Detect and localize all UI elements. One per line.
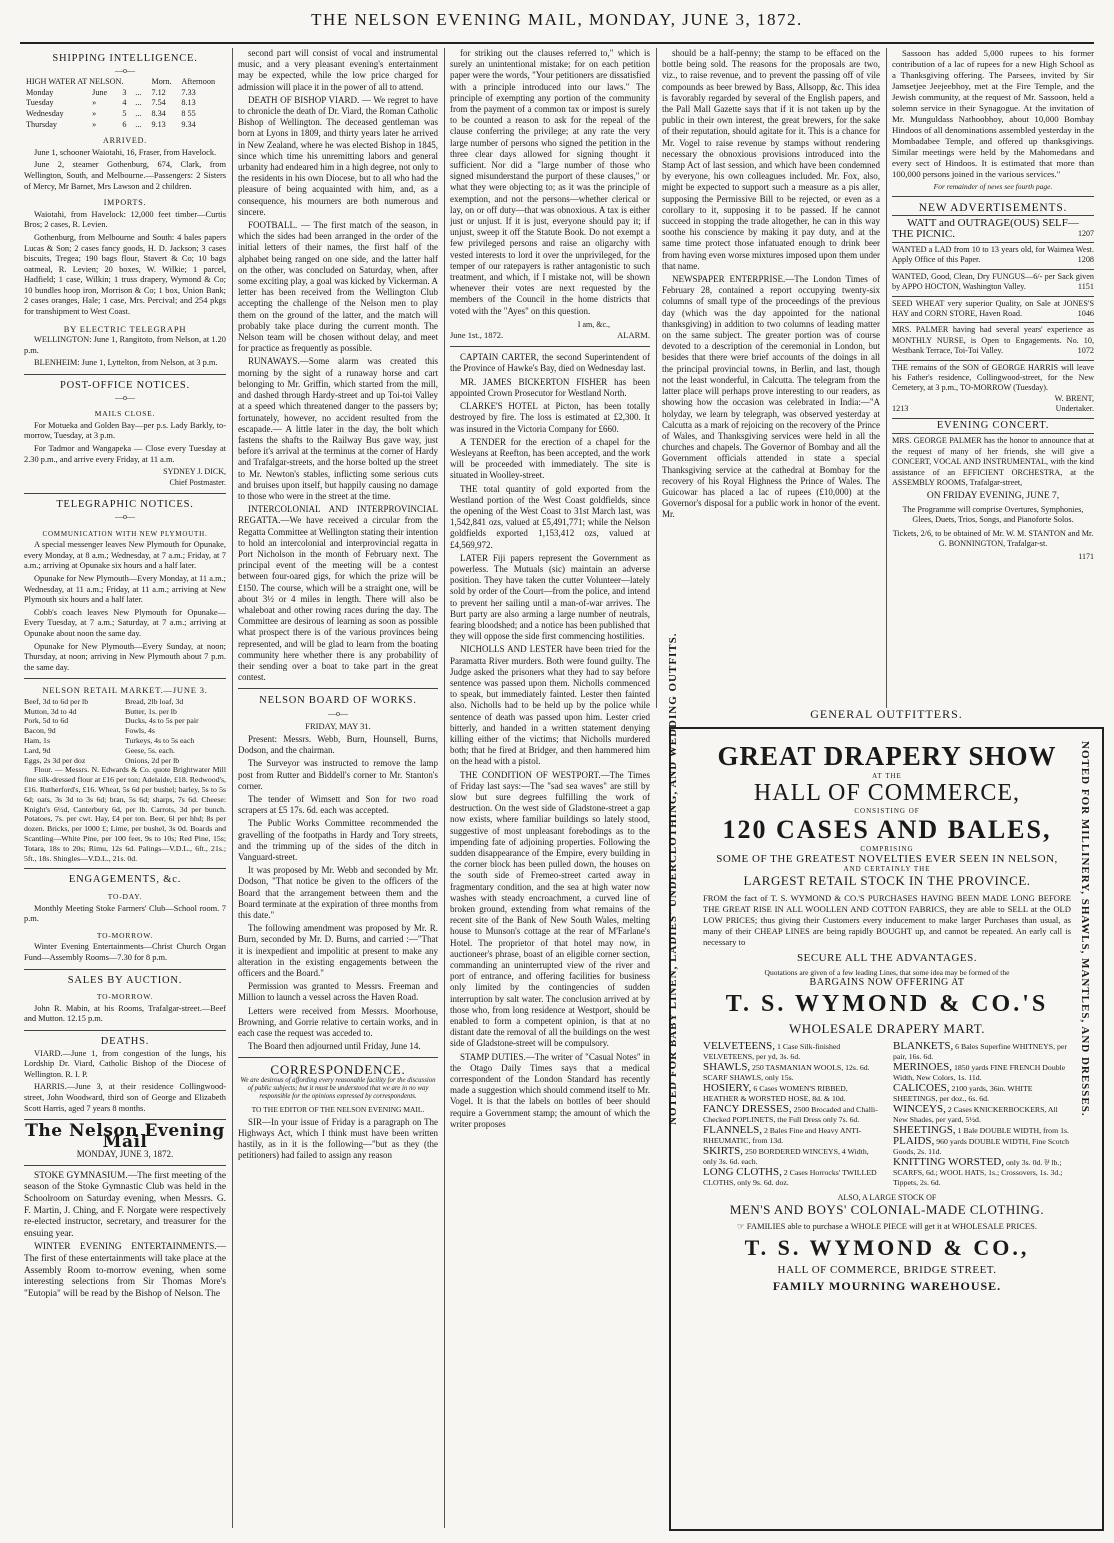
item-name: SKIRTS, <box>703 1145 743 1157</box>
telegraphic-entry: Opunake for New Plymouth—Every Sunday, at noon; Thursday, at noon; arriving in New Plymouth about 7 p.m. the same day. <box>24 641 226 672</box>
tide-cell: 7.33 <box>181 87 196 97</box>
board-item: The Surveyor was instructed to remove the lamp post from Rutter and Biddell's corner to Mr. Stanton's corner. <box>238 758 438 791</box>
market-text: Flour. — Messrs. N. Edwards & Co. quote Brightwater Mill fine silk-dressed flour at £16 per ton; Adelaide, £18. Redwood's, £16. Rutherford's, £16. Wheat, 5s 6d per bushel; barley, 5s to 5s 6d; oats, 3s 3d to 3s 6d; bran, 5s 6d; sharps, 7s 6d. Cheese: Knight's 6½d, Canterbury 6d, per lb. Carrots, 3d per bunch. Potatoes, 7s. per cwt. Hay, £4 per ton. Beer, 6l per hhd; 8s per dozen. Bricks, per 1000 £; Lime, per bushel, 3s 0d. Boards and Scantling—White Pine, per 100 feet, 9s to 10s; Red Pine, 15s; Totara, 18s to 20s; Rimu, 12s 6d. Palings—V.D.L., 6ft., 21s.; 5ft., 18s. Shingles—V.D.L., 21s. 0d. <box>24 765 226 863</box>
ad-bargains: BARGAINS NOW OFFERING AT <box>809 977 965 988</box>
ad-seed-wheat <box>892 299 1094 320</box>
side-text-right: NOTED FOR MILLINERY, SHAWLS, MANTLES, AND DRESSES. <box>1079 741 1091 1117</box>
article-newspaper-enterprise: NEWSPAPER ENTERPRISE.—The London Times of February 28, contained a report occupying twenty-six columns of small type of the proceedings of the previous day (which was the day appointed for the national thanksgiving) in addition to two columns of leading matter on the same subject. The greater portion was of course devoted to a description of the ceremonial in London, but besides that there were brief accounts of the doings in all the principal provincial towns, in Berlin, and last, though not the least wonderful, in Calcutta. The telegram from the latter place will perhaps prove interesting to our readers, as showing how the occasion was celebrated in India:—"A holyday, we learn by telegraph, was observed yesterday at Calcutta as a mark of rejoicing on the recovery of the Prince of Wales, and Thanksgiving services were held in all the churches and chapels. The Governor of Bombay and all the Government officials attended in state a special Thanksgiving service at the cathedral at Bombay for the recovery of his Royal Highness the Prince of Wales. The Guicowar has placed a lac of rupees (£10,000) at the Governor's disposal for a public work in honor of the event. Mr. <box>662 274 880 520</box>
section-rule <box>892 196 1094 197</box>
article-continued: Sassoon has added 5,000 rupees to his former contribution of a lac of rupees for a new High School as a Thanksgiving offering. The Parsees, invited by Sir Jamsetjee Jeejeebhoy, met at the Fire Temple, and the Jewish community, at the request of Mr. Sassoon, held a solemn service in their Synagogue. At the invitation of Mr. Munguldass Nathoobhoy, about 10,000 Bombay Hindoos of all denominations assembled yesterday in the Mombadabee Temple, and offered up thanksgivings. Similar meetings were held by the Mahomedans and every sect of Hindoos. It is estimated that more than 100,000 persons joined in the various services." <box>892 48 1094 179</box>
board-item: The Board then adjourned until Friday, June 14. <box>248 1041 421 1052</box>
ad-picnic <box>892 218 1094 239</box>
item-detail: 2 Cases Horrocks' TWILLED CLOTHS, only 9s. 6d. doz. <box>703 1168 877 1187</box>
market-prices <box>24 697 226 766</box>
article-clarkes-hotel: CLARKE'S HOTEL at Picton, has been totally destroyed by fire. The loss is estimated at £2,300. It was insured in the Victoria Company for £660. <box>450 401 650 434</box>
sales-entry: John R. Mabin, at his Rooms, Trafalgar-street.—Beef and Mutton. 12.15 p.m. <box>24 1003 226 1024</box>
item-name: FANCY DRESSES, <box>703 1103 792 1115</box>
price-item <box>703 1083 881 1104</box>
ad-number: 1151 <box>1077 282 1094 292</box>
to-editor: TO THE EDITOR OF THE NELSON EVENING MAIL. <box>251 1104 425 1114</box>
price-item <box>703 1062 881 1083</box>
article-fisher: MR. JAMES BICKERTON FISHER has been appointed Crown Prosecutor for Westland North. <box>450 376 650 398</box>
tide-cell: ... <box>135 98 142 108</box>
ad-footer-name: T. S. WYMOND & CO., <box>744 1235 1030 1260</box>
section-rule <box>892 433 1094 434</box>
concert-text: MRS. GEORGE PALMER has the honor to announce that at the request of many of her friends, she will give a CONCERT, VOCAL AND INSTRUMENTAL, with the kind assistance of an EFFICIENT ORCHESTRA, at the ASSEMBLY ROOMS, Trafalgar-street, <box>892 436 1094 487</box>
item-detail: 1 Bale DOUBLE WIDTH, from 1s. <box>957 1126 1069 1135</box>
sales-tomorrow-heading: TO-MORROW. <box>96 992 154 1002</box>
mail-entry: For Motueka and Golden Bay—per p.s. Lady Barkly, to-morrow, Tuesday, at 3 p.m. <box>24 420 226 441</box>
section-rule <box>450 346 650 347</box>
article-nicholls-lester: NICHOLLS AND LESTER have been tried for the Paramatta River murders. Both were found guilty. The Judge asked the prisoners what they had to say before sentence was passed upon them. Nicholls commenced to speak, but immediately fainted. Lester then fainted also. Nicholls had to be held up by the police while sentence of death was passed upon him. Lester cried bitterly, and handed in a written statement denying killing either of the victims; that Nicholls murdered both; that he fired at Bridger, and then hammered him on the head with a pistol. <box>450 644 650 767</box>
item-detail: 6 Cases WOMEN'S RIBBED, HEATHER & WORSTED HOSE, 8d. & 10d. <box>703 1084 848 1103</box>
ad-funeral <box>892 363 1094 415</box>
death-entry: VIARD.—June 1, from congestion of the lungs, his Lordship Dr. Viard, Catholic Bishop of the Diocese of Wellington. R. I. P. <box>24 1048 226 1079</box>
market-right <box>125 697 226 766</box>
ad-paragraph: FROM the fact of T. S. WYMOND & CO.'S PURCHASES HAVING BEEN MADE LONG BEFORE THE GREAT RISE IN ALL WOOLLEN AND COTTON FABRICS, they are able to SELL at the OLD LOW PRICES; thus giving their Customers every inducement to make larger Purchases than usual, as many of their CHEAP LINES are being rapidly BOUGHT up, and cannot be repeated. An early call is necessary to <box>703 893 1071 947</box>
death-entry: HARRIS.—June 3, at their residence Collingwood-street, John Woodward, third son of George and Elizabeth Scott Harris, aged 7 years 8 months. <box>24 1082 226 1113</box>
ad-number: 1207 <box>1078 228 1094 238</box>
section-rule <box>892 269 1094 270</box>
letter-signature-line <box>450 330 650 341</box>
tide-cell: ... <box>135 87 142 97</box>
concert-date: ON FRIDAY EVENING, JUNE 7, <box>926 491 1060 502</box>
ad-header: GENERAL OUTFITTERS. <box>810 707 963 721</box>
tide-cell: ... <box>135 119 142 129</box>
letter-date: June 1st., 1872. <box>450 330 504 341</box>
new-ads-heading: NEW ADVERTISEMENTS. <box>918 201 1068 214</box>
arrived-heading: ARRIVED. <box>103 136 147 146</box>
ad-number: 1213 <box>892 404 909 414</box>
market-item: Mutton, 3d to 4d <box>24 706 77 716</box>
tide-row <box>24 120 226 131</box>
board-item: The following amendment was proposed by Mr. R. Burn, seconded by Mr. D. Burns, and carried :—"That it is inexpedient and impolitic at present to make any alteration in the existing engagements between the officers and the Board." <box>238 923 438 979</box>
item-name: LONG CLOTHS, <box>703 1166 782 1178</box>
import-entry: Waiotahi, from Havelock: 12,000 feet timber—Curtis Bros; 2 cases, R. Levien. <box>24 209 226 230</box>
ad-nurse <box>892 325 1094 356</box>
undertaker-name: W. BRENT, <box>1054 393 1094 403</box>
article-football: FOOTBALL. — The first match of the season, in which the sides had been arranged in the order of the initial letters of their names, the first half of the alphabet being ranged on one side, and the latter half on the other, was concluded on Saturday, when, after some exciting play, a goal was kicked by Vickerman. A letter has been received from the Wellington Club accepting the challenge of the Nelson men to play them on the ground of the latter, and the match will probably take place during the current month. The Nelson team will be chosen without delay, and meet for practice as frequently as possible. <box>238 220 438 354</box>
ad-number: 1208 <box>1077 255 1094 265</box>
item-name: VELVETEENS, <box>703 1040 776 1052</box>
article-stoke-gymnasium: STOKE GYMNASIUM.—The first meeting of the season of the Stoke Gymnastic Club was held in the Schoolroom on Saturday evening, when Messrs. G. F. Martin, J. Ching, and F. Norgate were respectively re-elected instructor, secretary, and treasurer for the ensuing year. <box>24 1170 226 1239</box>
board-item: Permission was granted to Messrs. Freeman and Million to launch a vessel across the Haven Road. <box>238 981 438 1003</box>
tide-cell: 9.13 <box>151 119 166 129</box>
postmaster-name: SYDNEY J. DICK, <box>163 467 226 477</box>
ad-picnic-title: THE PICNIC. <box>892 227 955 240</box>
tide-header: Morn. <box>151 77 172 87</box>
section-rule <box>892 296 1094 297</box>
tide-cell: ... <box>135 108 142 118</box>
market-item: Lard, 9d <box>24 745 51 755</box>
tide-cell: 9.34 <box>181 119 196 129</box>
ad-wanted-fungus <box>892 272 1094 293</box>
ad-cases: 120 CASES AND BALES, <box>722 815 1052 844</box>
article-regatta: INTERCOLONIAL AND INTERPROVINCIAL REGATTA.—We have received a circular from the Regatta Committee at Wellington stating their intention to hold an intercolonial and interprovincial regatta in Port Nicholson in the month of February next. The principal event of the meeting will be a contest between four-oared gigs, for which the prize will be £150. The course, which will be a straight one, will be about 3½ or 4 miles in length. There will also be whaleboat and other rowing races during the day. The Committee are desirous of learning as soon as possible what prospect there is of the various provinces being represented, and will be glad to learn from the boating community here whether there is any probability of their sending over a boat to take part in the great contest. <box>238 504 438 683</box>
import-entry: Gothenburg, from Melbourne and South: 4 bales papers Lucas & Son; 2 cases fancy goods, H. D. Jackson; 3 cases biscuits, Tregea; 190 bags flour, Stavert & Co; 10 bags oatmeal, R. Levien; 20 boxes, W. Wilkie; 1 parcel, Hadfield; 1 case, Wilkin; 1 truss drapery, Wymond & Co; 10 bundles hoop iron, Morrison & Co; 1 box, Union Bank; 2 cases oranges, Hale; 1 case, Mrs. Percival; and 254 pkgs for transhipment to West Coast. <box>24 232 226 317</box>
item-name: HOSIERY, <box>703 1082 752 1094</box>
item-name: SHEETINGS, <box>893 1124 956 1136</box>
market-item: Ducks, 4s to 5s per pair <box>125 716 199 726</box>
article-stamp-duties: STAMP DUTIES.—The writer of "Casual Notes" in the Otago Daily Times says that a medical correspondent of the London Standard has recently made a suggestion which should commend itself to Mr. Vogel. It is that the labels on bottles of beer should require a Government stamp; the amount of which the writer proposes <box>450 1051 650 1129</box>
column-3 <box>450 48 650 1528</box>
section-rule <box>892 360 1094 361</box>
market-left <box>24 697 125 766</box>
tide-header: Afternoon <box>181 77 216 87</box>
article-stamp-duties-cont: should be a half-penny; the stamp to be effaced on the bottle being sold. The reasons for the proposals are two, viz., to raise revenue, and to prevent the passing off of vile compounds as beer brewed by Bass, Allsopp, &c. This idea is favorably regarded by several of the English papers, and the Pall Mall Gazette says that if it is not taken up by the public in their own interest, the great brewers, for the sake of their reputation, should agitate for it. This is a chance for Mr. Vogel to raise revenue by stamps without rendering necessary the obnoxious provisions introduced into the Stamp Act of last session, and which have been condemned by everyone, his own colleagues included. Mr. Fox, also, might be expected to support such a measure as a pis aller, supposing the Permissive Bill to be rejected, or even as a corollary to it, supposing it to be passed. If he cannot succeed in stopping the trade altogether, he can in this way soothe his conscience by making it pay duty, and at the same time protect those infatuated enough to drink beer from having even worse mixtures imposed upon them under that name. <box>662 48 880 271</box>
ad-footer-address: HALL OF COMMERCE, BRIDGE STREET. <box>777 1264 997 1276</box>
item-detail: 960 yards DOUBLE WIDTH, Fine Scotch Goods, 2s. 11d. <box>893 1137 1070 1156</box>
item-name: BLANKETS, <box>893 1040 954 1052</box>
ad-also: ALSO, A LARGE STOCK OF <box>837 1193 937 1202</box>
tide-row <box>24 109 226 120</box>
section-rule <box>24 1165 226 1166</box>
arrival-entry: June 1, schooner Waiotahi, 16, Fraser, from Havelock. <box>34 147 217 157</box>
ad-novelties: SOME OF THE GREATEST NOVELTIES EVER SEEN IN NELSON, <box>716 853 1058 865</box>
board-date: FRIDAY, MAY 31. <box>305 720 371 731</box>
item-name: CALICOES, <box>893 1082 950 1094</box>
tide-cell: Monday <box>26 87 54 97</box>
tide-cell: » <box>92 119 97 129</box>
board-item: It was proposed by Mr. Webb and seconded by Mr. Dodson, "That notice be given to the officers of the Board that the arrangement between them and the Board terminate at the expiration of three months from this date." <box>238 865 438 921</box>
article-captain-carter: CAPTAIN CARTER, the second Superintendent of the Province of Hawke's Bay, died on Wednesday last. <box>450 352 650 374</box>
tide-cell: » <box>92 108 97 118</box>
telegraphic-entry: A special messenger leaves New Plymouth for Opunake, every Monday, at 8 a.m.; Wednesday, at 7 a.m.; Friday, at 7 a.m.; arriving at Opunake six hours and a half later. <box>24 540 226 571</box>
item-detail: 2 Cases KNICKERBOCKERS, All New Shades, per yard, 5½d. <box>893 1105 1058 1124</box>
ad-headline: GREAT DRAPERY SHOW <box>717 741 1057 771</box>
column-5 <box>892 48 1094 708</box>
item-detail: 2 Bales Fine and Heavy ANTI-RHEUMATIC, from 13d. <box>703 1126 862 1145</box>
mails-heading: MAILS CLOSE. <box>94 409 156 419</box>
board-item: Present: Messrs. Webb, Burn, Hounsell, Burns, Dodson, and the chairman. <box>238 733 438 756</box>
tide-cell: 3 <box>122 87 127 97</box>
ad-wanted-lad <box>892 245 1094 266</box>
telegraphic-heading: TELEGRAPHIC NOTICES. <box>56 499 194 511</box>
ad-text: SEED WHEAT very superior Quality, on Sale at JONES'S HAY and CORN STORE, Haven Road. <box>892 298 1094 319</box>
ad-venue: HALL OF COMMERCE, <box>753 780 1021 806</box>
shipping-heading: SHIPPING INTELLIGENCE. <box>52 53 198 64</box>
article-winter-entertainments: WINTER EVENING ENTERTAINMENTS.—The first of these entertainments will take place at the Assembly Room to-morrow evening, when some interesting selections from Sir Thomas More's "Eutopia" will be read by the Bishop of Nelson. The <box>24 1242 226 1299</box>
tide-header: HIGH WATER AT NELSON. <box>26 77 124 87</box>
ad-number: 1046 <box>1077 309 1094 319</box>
market-item: Ham, 1s <box>24 736 50 746</box>
tide-cell: 8.13 <box>181 98 196 108</box>
engagements-heading: ENGAGEMENTS, &c. <box>68 874 182 886</box>
article-gold-export: THE total quantity of gold exported from the Westland portion of the West Coast goldfields, since the opening of the West Coast to 31st March last, was 1,542,841 ozs, valued at £5,491,771; while the Nelson goldfields exported 1,153,412 ozs, valued at £4,569,972. <box>450 483 650 550</box>
section-rule <box>238 688 438 689</box>
article-continued: second part will consist of vocal and instrumental music, and a very pleasant evening's entertainment may be expected, while the low price charged for admission will place it in the power of all to attend. <box>238 48 438 92</box>
section-rule <box>24 678 226 679</box>
ad-text: WANTED a LAD from 10 to 13 years old, for Waimea West. Apply Office of this Paper. <box>892 245 1094 265</box>
letter-signoff: I am, &c., <box>577 319 610 329</box>
tide-cell: June <box>92 87 108 97</box>
section-rule <box>24 493 226 494</box>
ad-families-text: FAMILIES able to purchase a WHOLE PIECE will get it at WHOLESALE PRICES. <box>746 1221 1037 1231</box>
article-runaways: RUNAWAYS.—Some alarm was created this morning by the sight of a runaway horse and cart belonging to Mr. Griffin, which started from the mill, and dashed through Hardy-street and up Toi-toi Valley at a speed which threatened danger to the passers by; fortunately, however, no accident resulted from the escapade.— A little later in the day, the bolt which fastens the shafts to the Railway Bus gave way, just before it's arrival at the terminus at the corner of Hardy and Trafalgar-streets, and the horse bolted up the street to Mr. Newton's stables, inflicting some serious cuts and bruises upon itself, but happily causing no damage to those who were in the street at the time. <box>238 356 438 501</box>
telegraph-entry: WELLINGTON: June 1, Rangitoto, from Nelson, at 1.20 p.m. <box>24 335 226 355</box>
divider: —o— <box>115 392 135 402</box>
market-item: Geese, 5s. each. <box>125 745 176 755</box>
price-item <box>893 1157 1071 1188</box>
ad-largest-stock: LARGEST RETAIL STOCK IN THE PROVINCE. <box>743 873 1031 888</box>
section-rule <box>24 1030 226 1031</box>
ad-picnic-line2 <box>892 229 1094 239</box>
undertaker-line <box>892 404 1094 414</box>
divider: —o— <box>115 511 135 521</box>
board-item: Letters were received from Messrs. Moorhouse, Browning, and Gorrie relative to certain works, and in each case the request was acceded to. <box>238 1005 438 1039</box>
market-heading: NELSON RETAIL MARKET.—JUNE 3. <box>42 685 208 696</box>
tide-cell: 6 <box>122 119 127 129</box>
telegraph-heading: BY ELECTRIC TELEGRAPH <box>63 323 187 334</box>
ad-price-col-right <box>887 1041 1077 1188</box>
item-detail: 1 Case Silk-finished VELVETEENS, per yd, 3s. 6d. <box>703 1042 841 1061</box>
price-item <box>703 1167 881 1188</box>
side-text-left: NOTED FOR BABY LINEN, LADIES' UNDERCLOTHING, AND WEDDING OUTFITS. <box>667 632 679 1125</box>
section-rule <box>892 215 1094 216</box>
concert-tickets: Tickets, 2/6, to be obtained of Mr. W. M. STANTON and Mr. G. BONNINGTON, Trafalgar-st. <box>892 528 1094 548</box>
ad-mart: WHOLESALE DRAPERY MART. <box>789 1021 985 1036</box>
price-item <box>893 1062 1071 1083</box>
arrival-entry: June 2, steamer Gothenburg, 674, Clark, from Wellington, South, and Melbourne.—Passengers: 2 Sisters of Mercy, Mr Barnet, Mrs Lawson and 2 children. <box>24 160 226 191</box>
section-rule <box>24 868 226 869</box>
imports-heading: IMPORTS. <box>103 198 147 208</box>
price-item <box>703 1104 881 1125</box>
correspondence-heading: CORRESPONDENCE. <box>270 1062 406 1078</box>
item-detail: 2500 Brocaded and Challi-Checked POPLINETS, the Full Dress only 7s. 6d. <box>703 1105 878 1124</box>
divider: —o— <box>115 65 135 75</box>
item-name: WINCEYS, <box>893 1103 946 1115</box>
letter-body: for striking out the clauses referred to," which is surely an unintentional mistake; for on each petition paper were the words, "Your petitioners are dissatisfied with a principle introduced into our laws." The principle of exempting any portion of the community from the payment of a common tax or impost is surely to be counted a reason to ask for the repeal of the clause conferring the privilege; at any rate the very large number of persons who signed the petition in the three clear days allowed for signing thought it sufficient. Nor did a "large number of those who signed misunderstand the purport of these clauses," or what they were objecting to; as it was the principle of exemption, and not the persons—whether clerical or lay, on or off duty—that was obnoxious. A tax is either just or unjust. If it is just, everyone should pay it; if unjust, sweep it off the Statute Book. Do not exempt a few privileged persons and raise an oligarchy with vested interests to lord it over the unprivileged, for the temper of our ratepayers is rather antagonistic to such treatment, and which, if I mistake not, will be shown whenever their votes are next requested by the members of the Council in the home districts that voted with the "Ayes" on this question. <box>450 48 650 316</box>
column-divider <box>232 48 233 1528</box>
ad-footer-mourning: FAMILY MOURNING WAREHOUSE. <box>772 1279 1002 1293</box>
price-item <box>703 1041 881 1062</box>
article-bishop-viard: DEATH OF BISHOP VIARD. — We regret to have to chronicle the death of Dr. Viard, the Roman Catholic Bishop of Wellington. The deceased gentleman was born at Lyons in 1809, and thirty years later he arrived in New Zealand, where he was elected Bishop in 1845, since which time his unremitting labors and general urbanity had endeared him in a high degree, not only to the residents in his own Diocese, but to all who had the pleasure of being acquainted with him, and, as a consequence, his mourners are both numerous and sincere. <box>238 94 438 217</box>
tide-cell: 8.34 <box>151 108 166 118</box>
masthead <box>0 0 1114 40</box>
today-heading: TO-DAY. <box>107 892 143 902</box>
market-item: Butter, 1s. per lb <box>125 706 177 716</box>
letter-author: ALARM. <box>617 330 650 341</box>
ad-quotations: Quotations are given of a few leading Lines, that some idea may be formed of the <box>764 968 1010 977</box>
column-2 <box>238 48 438 1528</box>
tide-cell: Tuesday <box>26 98 54 108</box>
tide-cell: 7.12 <box>151 87 166 97</box>
column-4 <box>662 48 880 708</box>
column-divider <box>444 48 445 1528</box>
market-item: Beef, 3d to 6d per lb <box>24 696 89 706</box>
concert-heading: EVENING CONCERT. <box>936 419 1050 431</box>
item-name: MERINOES, <box>893 1061 952 1073</box>
board-item: The tender of Wimsett and Son for two road scrapers at £5 17s. 6d. each was accepted. <box>238 794 438 816</box>
section-rule <box>892 322 1094 323</box>
newspaper-nameplate: The Nelson Evening Mail <box>25 1121 225 1152</box>
price-item <box>703 1146 881 1167</box>
item-name: PLAIDS, <box>893 1135 935 1147</box>
communication-heading: COMMUNICATION WITH NEW PLYMOUTH. <box>42 529 208 538</box>
masthead-rule <box>20 42 1094 44</box>
tide-row <box>24 88 226 99</box>
ad-secure: SECURE ALL THE ADVANTAGES. <box>797 952 977 964</box>
ad-text: THE remains of the SON of GEORGE HARRIS will leave his Father's residence, Collingwood-street, for the New Cemetery, at 3 p.m., TO-MORROW (Tuesday). <box>892 362 1094 393</box>
item-detail: 6 Bales Superfine WHITNEYS, per pair, 16s. 6d. <box>893 1042 1067 1061</box>
tomorrow-heading: TO-MORROW. <box>96 930 154 940</box>
telegraphic-entry: Cobb's coach leaves New Plymouth for Opunake—Every Tuesday, at 7 a.m.; Saturday, at 7 a.m.; arriving at Opunake about noon the same day. <box>24 607 226 638</box>
tide-cell: Wednesday <box>26 108 64 118</box>
telegraphic-entry: Opunake for New Plymouth—Every Monday, at 11 a.m.; Wednesday, at 11 a.m.; Friday, at 11 a.m.; arriving at New Plymouth six hours and a half later. <box>24 573 226 605</box>
drapery-advertisement <box>667 632 1104 1531</box>
ad-price-col-left <box>697 1041 887 1188</box>
ad-price-list <box>697 1041 1077 1188</box>
ad-certainly: AND CERTAINLY THE <box>843 865 931 873</box>
mail-entry: For Tadmor and Wangapeka — Close every Tuesday at 2.30 p.m., and arrive every Friday, at 11 a.m. <box>24 444 226 464</box>
board-of-works-heading: NELSON BOARD OF WORKS. <box>259 695 417 707</box>
price-item <box>893 1083 1071 1104</box>
price-item <box>893 1041 1071 1062</box>
article-tender: A TENDER for the erection of a chapel for the Wesleyans at Reefton, has been accepted, and the work will be proceeded with immediately. The site is situated in Woolley-street. <box>450 436 650 481</box>
correspondence-note: We are desirous of affording every reasonable facility for the discussion of public subjects; but it must be understood that we are in no way responsible for the opinions expressed by correspondents. <box>240 1076 436 1100</box>
column-1 <box>24 48 226 1528</box>
tide-table <box>24 77 226 130</box>
item-name: SHAWLS, <box>703 1061 751 1073</box>
item-detail: 2100 yards, 36in. WHITE SHEETINGS, per doz., 6s. 6d. <box>893 1084 1033 1103</box>
postmaster-role: Chief Postmaster. <box>169 477 226 487</box>
section-rule <box>238 1057 438 1058</box>
ad-number: 1171 <box>1078 552 1094 562</box>
market-item: Bacon, 9d <box>24 726 56 736</box>
market-item: Pork, 5d to 6d <box>24 716 69 726</box>
masthead-title: THE NELSON EVENING MAIL, MONDAY, JUNE 3, 1872. <box>311 10 803 29</box>
ad-number: 1072 <box>1077 346 1094 356</box>
ad-at-the: AT THE <box>872 772 902 780</box>
tide-cell: » <box>92 98 97 108</box>
ad-company-name: T. S. WYMOND & CO.'S <box>725 991 1049 1017</box>
section-rule <box>892 242 1094 243</box>
tide-cell: 5 <box>122 108 127 118</box>
tide-cell: 8 55 <box>181 108 196 118</box>
item-detail: only 3s. 0d. ⅌ lb.; SCARFS, 6d.; WOOL HATS, 1s.; Crossovers, 1s. 3d.; Tippets, 2s. 6d. <box>893 1158 1063 1187</box>
ad-families <box>697 1221 1077 1232</box>
ad-clothing: MEN'S AND BOYS' COLONIAL-MADE CLOTHING. <box>729 1202 1045 1217</box>
price-item <box>893 1136 1071 1157</box>
section-rule <box>892 418 1094 419</box>
article-westport: THE CONDITION OF WESTPORT.—The Times of Friday last says:—The "sad sea waves" are still by slow but sure degrees fulfilling the work of destruction. On the west side of Gladstone-street a gap now exists, where familiar buildings so lately stood, suggestive of most unpleasant forebodings as to the impending fate of adjoining properties. Following the sudden disappearance of the Empire, every building in the corner block has been pulled down, the houses on the south side of Fremeo-street carted away in fragmentary condition, and the sea at high water now washes with steady encroachment, a curved line of broken ground, extending from what remains of the recent site of the Bank of New South Wales, melting house to Munson's cottage at the rear of M'Farlane's Hotel. The proprietor of that hotel may now, in auctioneer's phrase, boast of an eligible corner section, commanding an uninterrupted view of the river and port of entrance, and offering facilities for business only limited by the contingencies of sudden interruption by salt water. The conclusion arrived at by those who, from long residence at Westport, should be enabled to form a competent opinion, is that at no distant date the removal of all the buildings on the west side of Gladstone-street will be compulsory. <box>450 769 650 1049</box>
remainder-note: For remainder of news see fourth page. <box>933 182 1053 191</box>
divider: —o— <box>328 708 348 718</box>
ad-comprising: COMPRISING <box>860 845 914 853</box>
section-rule <box>24 374 226 375</box>
ad-text: MRS. PALMER having had several years' experience as MONTHLY NURSE, is Open to Engagements. No. 10, Westbank Terrace, Toi-Toi Valley. <box>892 325 1094 356</box>
market-item: Bread, 2lb loaf, 3d <box>125 696 184 706</box>
engagement-entry: Monthly Meeting Stoke Farmers' Club—School room. 7 p.m. <box>24 903 226 924</box>
tide-cell: 7.54 <box>151 98 166 108</box>
ad-text: WANTED, Good, Clean, Dry FUNGUS—6/- per Sack given by APPO HOCTON, Washington Valley. <box>892 271 1094 292</box>
pointing-hand-icon: ☞ <box>737 1221 745 1231</box>
letter-opening: SIR—In your issue of Friday is a paragraph on The Highways Act, which I think must have been written hastily, as in it is the following—"but as they (the petitioners) had failed to assign any reason <box>238 1116 438 1161</box>
deaths-heading: DEATHS. <box>100 1035 150 1047</box>
market-item: Eggs, 2s 3d per doz <box>24 755 86 765</box>
post-office-heading: POST-OFFICE NOTICES. <box>60 380 190 392</box>
tide-cell: Thursday <box>26 119 57 129</box>
market-item: Fowls, 4s <box>125 726 155 736</box>
item-name: FLANNELS, <box>703 1124 762 1136</box>
tide-cell: 4 <box>122 98 127 108</box>
item-detail: 1850 yards FINE FRENCH Double Width, New Colors, 1s. 11d. <box>893 1063 1066 1082</box>
ad-consisting: CONSISTING OF <box>854 807 920 815</box>
section-rule <box>24 969 226 970</box>
tide-header-row <box>24 77 226 88</box>
price-item <box>893 1104 1071 1125</box>
section-rule <box>24 1119 226 1120</box>
article-fiji: LATER Fiji papers represent the Government as powerless. The Mutuals (sic) maintain an adverse position. They have taken the cutter Volunteer—lately sold by order of the Court—from the police, and intend to prevent her sailing until a man-of-war arrives. The Burt party are also arming a large number of neutrals, fearing bloodshed; and a notice has been published that they will oppose the side first commencing hostilities. <box>450 552 650 642</box>
column-divider <box>656 48 657 708</box>
undertaker-role: Undertaker. <box>1055 404 1094 414</box>
issue-date: MONDAY, JUNE 3, 1872. <box>76 1149 174 1160</box>
item-detail: 250 TASMANIAN WOOLS, 12s. 6d. SCARF SHAWLS, only 15s. <box>703 1063 870 1082</box>
tide-row <box>24 98 226 109</box>
telegraph-entry: BLENHEIM: June 1, Lyttelton, from Nelson, at 3 p.m. <box>34 358 218 368</box>
engagement-entry: Winter Evening Entertainments—Christ Church Organ Fund—Assembly Rooms—7.30 for 8 p.m. <box>24 942 226 962</box>
ad-body <box>697 737 1077 1294</box>
sales-heading: SALES BY AUCTION. <box>67 974 183 986</box>
market-item: Onions, 2d per lb <box>125 755 180 765</box>
board-item: The Public Works Committee recommended the gravelling of the footpaths in Hardy and Tory streets, and the trimming up of the sides of the ditch in Vanguard-street. <box>238 818 438 863</box>
ad-picnic-line1: WATT and OUTRAGE(OUS) SELF— <box>907 217 1079 230</box>
item-detail: 250 BORDERED WINCEYS, 4 Width, only 3s. 6d. each. <box>703 1147 869 1166</box>
price-item <box>703 1125 881 1146</box>
concert-programme: The Programme will comprise Overtures, Symphonies, Glees, Duets, Trios, Songs, and Pianoforte Solos. <box>902 504 1084 525</box>
column-divider <box>886 48 887 708</box>
item-name: KNITTING WORSTED, <box>893 1156 1005 1168</box>
market-item: Turkeys, 4s to 5s each <box>125 736 195 746</box>
